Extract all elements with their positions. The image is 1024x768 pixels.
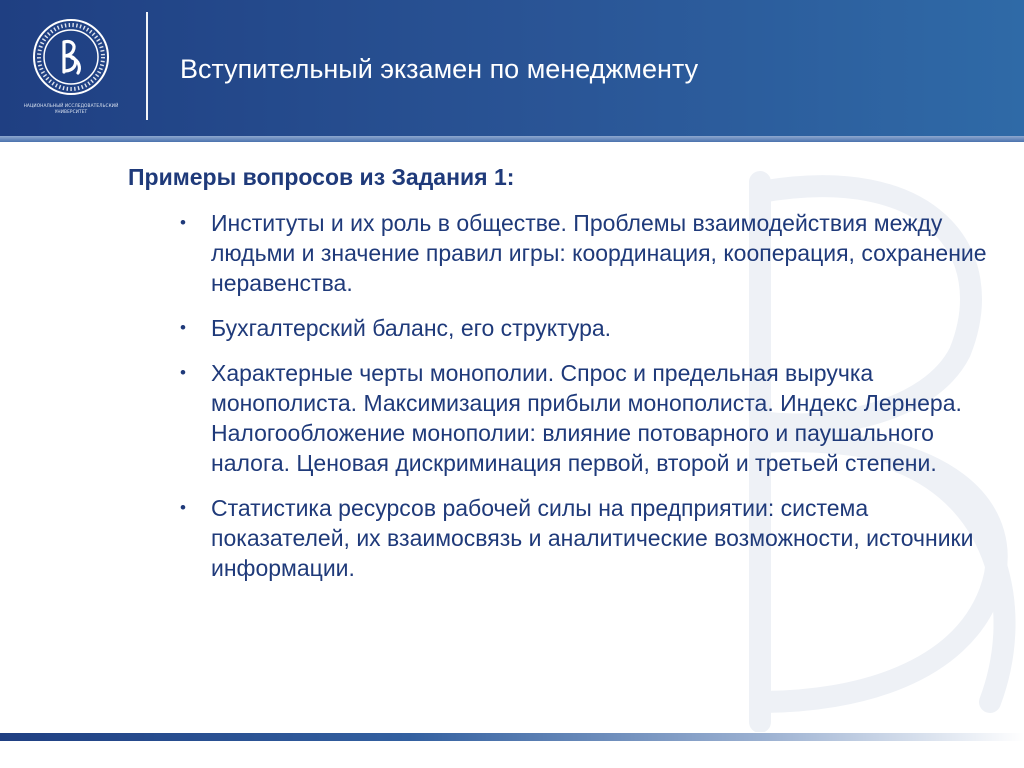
list-item-text: Институты и их роль в обществе. Проблемы взаимодействия между людьми и значение правил игры: координация, кооперация, сохранение неравенства. — [211, 210, 987, 296]
list-item — [128, 208, 988, 298]
footer-band — [0, 733, 1024, 741]
bullet-icon: • — [180, 363, 186, 382]
question-list — [128, 208, 988, 583]
bullet-icon: • — [180, 318, 186, 337]
list-item — [128, 313, 988, 343]
header-divider — [146, 12, 148, 120]
slide-body — [128, 162, 988, 598]
slide-title: Вступительный экзамен по менеджменту — [180, 54, 699, 84]
bullet-icon: • — [180, 213, 186, 232]
list-item-text: Статистика ресурсов рабочей силы на предприятии: система показателей, их взаимосвязь и аналитические возможности, источники информации. — [211, 495, 974, 581]
list-item — [128, 358, 988, 478]
list-item — [128, 493, 988, 583]
list-item-text: Характерные черты монополии. Спрос и предельная выручка монополиста. Максимизация прибыли монополиста. Индекс Лернера. Налогообложение монополии: влияние потоварного и паушального налога. Ценовая дискриминация первой, второй и третьей степени. — [211, 360, 962, 476]
university-logo — [14, 12, 128, 124]
list-item-text: Бухгалтерский баланс, его структура. — [211, 315, 612, 341]
content-heading: Примеры вопросов из Задания 1: — [128, 164, 515, 190]
logo-caption-line1: НАЦИОНАЛЬНЫЙ ИССЛЕДОВАТЕЛЬСКИЙ — [23, 104, 119, 109]
bullet-icon: • — [180, 498, 186, 517]
logo-caption-line2: УНИВЕРСИТЕТ — [54, 110, 88, 115]
slide-header — [0, 0, 1024, 136]
logo-caption — [14, 104, 128, 116]
hse-seal-icon — [32, 18, 110, 96]
